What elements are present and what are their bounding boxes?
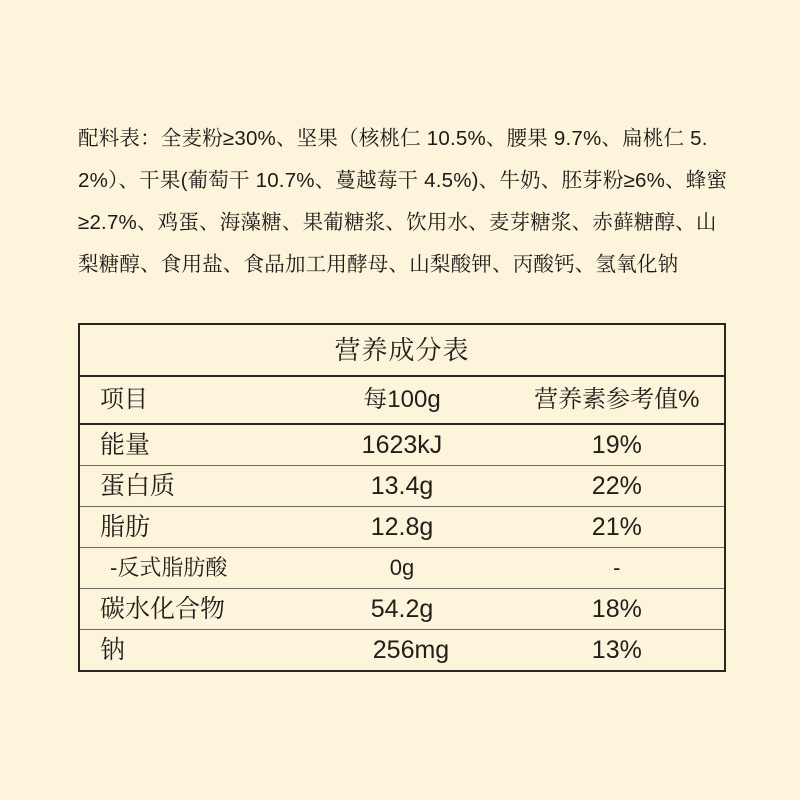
row-item-per-100g: 12.8g	[294, 507, 509, 548]
row-item-nrv: 18%	[510, 589, 725, 630]
table-row	[79, 507, 725, 548]
nutrition-table	[78, 323, 726, 672]
row-item-nrv: 19%	[510, 424, 725, 466]
row-item-per-100g: 0g	[294, 548, 509, 589]
column-header-per-100g: 每100g	[294, 376, 509, 424]
nutrition-table-container	[78, 323, 728, 672]
row-item-name: -反式脂肪酸	[79, 548, 294, 589]
table-row	[79, 589, 725, 630]
row-item-nrv: 22%	[510, 466, 725, 507]
ingredients-paragraph: 配料表：全麦粉≥30%、坚果（核桃仁 10.5%、腰果 9.7%、扁桃仁 5.2%）、干果(葡萄干 10.7%、蔓越莓干 4.5%)、牛奶、胚芽粉≥6%、蜂蜜≥2.7%、鸡蛋、海藻糖、果葡糖浆、饮用水、麦芽糖浆、赤藓糖醇、山梨糖醇、食用盐、食品加工用酵母、山梨酸钾、丙酸钙、氢氧化钠	[78, 127, 728, 276]
table-row	[79, 424, 725, 466]
row-item-nrv: 21%	[510, 507, 725, 548]
column-header-nrv: 营养素参考值%	[510, 376, 725, 424]
table-row	[79, 466, 725, 507]
nutrition-table-title: 营养成分表	[79, 324, 725, 376]
nutrition-table-title-row	[79, 324, 725, 376]
row-item-per-100g: 1623kJ	[294, 424, 509, 466]
column-header-item: 项目	[79, 376, 294, 424]
table-row	[79, 548, 725, 589]
row-item-nrv: 13%	[591, 636, 642, 664]
row-item-name: 钠	[100, 636, 126, 664]
row-item-nrv: -	[510, 548, 725, 589]
row-item-per-100g: 54.2g	[294, 589, 509, 630]
table-row	[79, 630, 725, 672]
row-item-per-100g: 256mg	[372, 636, 450, 664]
row-item-name: 碳水化合物	[79, 589, 294, 630]
row-item-name: 能量	[79, 424, 294, 466]
row-item-name: 蛋白质	[79, 466, 294, 507]
row-item-name: 脂肪	[79, 507, 294, 548]
nutrition-table-header-row	[79, 376, 725, 424]
row-item-per-100g: 13.4g	[294, 466, 509, 507]
